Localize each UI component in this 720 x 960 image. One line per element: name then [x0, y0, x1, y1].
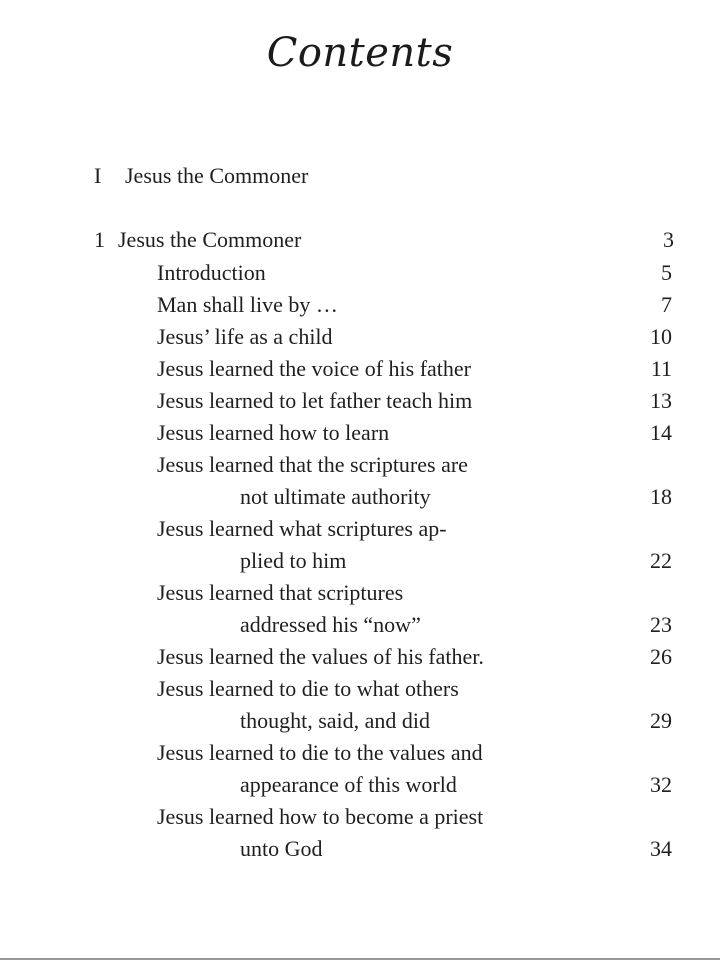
toc-entry-page-number: 29 [650, 708, 672, 733]
toc-entry-line [0, 737, 720, 769]
chapter-number: 1 [94, 227, 105, 252]
toc-entry[interactable] [0, 417, 720, 449]
toc-entry-title: addressed his “now” [240, 612, 421, 637]
toc-entry-title: Man shall live by … [157, 292, 338, 317]
toc-entry[interactable] [0, 513, 720, 577]
chapter-page-number: 3 [663, 227, 674, 252]
toc-entry-line [0, 801, 720, 833]
toc-entry-title: Jesus learned that the scriptures are [157, 452, 468, 477]
toc-entry[interactable] [0, 257, 720, 289]
toc-entry-title: Jesus’ life as a child [157, 324, 333, 349]
toc-entry-page-number: 14 [650, 420, 672, 445]
toc-entry-page-number: 32 [650, 772, 672, 797]
page-title: Contents [266, 30, 454, 76]
toc-entry-page-number: 22 [650, 548, 672, 573]
toc-entry[interactable] [0, 737, 720, 801]
toc-entry-page-number: 18 [650, 484, 672, 509]
chapter-label: Jesus the Commoner [118, 227, 302, 252]
toc-entry-line [0, 321, 720, 353]
part-label: Jesus the Commoner [125, 163, 309, 188]
toc-entry-page-number: 5 [661, 260, 672, 285]
toc-entry-title: appearance of this world [240, 772, 457, 797]
part-heading [94, 163, 308, 189]
toc-entry-page-number: 26 [650, 644, 672, 669]
toc-entry-title: not ultimate authority [240, 484, 431, 509]
toc-entry[interactable] [0, 289, 720, 321]
toc-entry-title: Jesus learned the values of his father. [157, 644, 484, 669]
toc-entry-title: thought, said, and did [240, 708, 431, 733]
toc-entry-title: Jesus learned how to learn [157, 420, 390, 445]
toc-entry-line [0, 641, 720, 673]
toc-entry-page-number: 10 [650, 324, 672, 349]
toc-entry-title: Jesus learned the voice of his father [157, 356, 471, 381]
toc-entry-title: Jesus learned to die to what others [157, 676, 459, 701]
toc-entry[interactable] [0, 353, 720, 385]
toc-entry-page-number: 13 [650, 388, 672, 413]
toc-entry-continuation [0, 769, 720, 801]
toc-entry-line [0, 449, 720, 481]
toc-entry-title: Jesus learned how to become a priest [157, 804, 484, 829]
toc-entry-title: unto God [240, 836, 323, 861]
toc-entry[interactable] [0, 673, 720, 737]
toc-entry-page-number: 11 [650, 356, 672, 381]
toc-entry-page-number: 7 [661, 292, 672, 317]
toc-entry-line [0, 385, 720, 417]
toc-entry-continuation [0, 833, 720, 865]
toc-entry-continuation [0, 609, 720, 641]
toc-entry[interactable] [0, 385, 720, 417]
toc-entry-line [0, 257, 720, 289]
toc-entry-title: plied to him [240, 548, 347, 573]
toc-entry-line [0, 417, 720, 449]
toc-entry-line [0, 353, 720, 385]
toc-entry-line [0, 577, 720, 609]
toc-entry[interactable] [0, 577, 720, 641]
part-number: I [94, 163, 102, 188]
toc-entry-line [0, 513, 720, 545]
toc-entry-title: Jesus learned what scriptures ap- [157, 516, 447, 541]
toc-entry-continuation [0, 705, 720, 737]
toc-list [0, 257, 720, 865]
toc-entry-continuation [0, 545, 720, 577]
toc-entry-page-number: 23 [650, 612, 672, 637]
toc-entry-page-number: 34 [650, 836, 672, 861]
toc-entry[interactable] [0, 641, 720, 673]
toc-entry-title: Introduction [157, 260, 266, 285]
toc-entry-line [0, 289, 720, 321]
toc-entry[interactable] [0, 801, 720, 865]
toc-entry-title: Jesus learned to die to the values and [157, 740, 483, 765]
toc-entry-line [0, 673, 720, 705]
toc-entry-title: Jesus learned that scriptures [157, 580, 404, 605]
toc-entry-continuation [0, 481, 720, 513]
toc-entry[interactable] [0, 321, 720, 353]
toc-entry-title: Jesus learned to let father teach him [157, 388, 473, 413]
chapter-heading[interactable] [94, 227, 674, 253]
toc-entry[interactable] [0, 449, 720, 513]
